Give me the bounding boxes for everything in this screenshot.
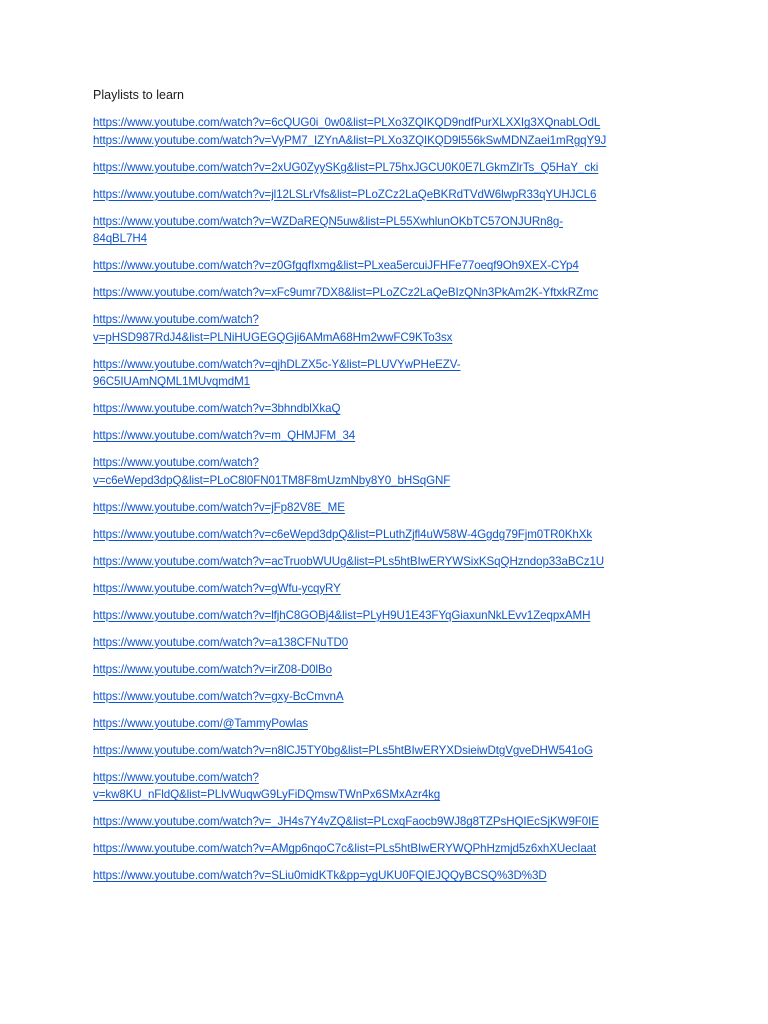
link-line: https://www.youtube.com/watch?v=_JH4s7Y4vZQ&list=PLcxqFaocb9WJ8g8TZPsHQIEcSjKW9F0IE: [93, 815, 599, 828]
link-paragraph: [93, 400, 673, 418]
link-line: https://www.youtube.com/watch?v=AMgp6nqoC7c&list=PLs5htBIwERYWQPhHzmjd5z6xhXUecIaat: [93, 842, 597, 855]
link-paragraph: [93, 661, 673, 679]
link-paragraph: [93, 526, 673, 544]
link-paragraph: [93, 356, 673, 391]
youtube-link[interactable]: [93, 284, 673, 302]
youtube-link[interactable]: [93, 688, 673, 706]
link-paragraph: [93, 813, 673, 831]
link-line: https://www.youtube.com/watch?: [93, 770, 259, 784]
youtube-link[interactable]: [93, 400, 673, 418]
link-line: https://www.youtube.com/watch?v=irZ08-D0lBo: [93, 662, 332, 676]
youtube-link[interactable]: [93, 499, 673, 517]
link-line: https://www.youtube.com/watch?v=n8lCJ5TY0bg&list=PLs5htBIwERYXDsieiwDtgVgveDHW541oG: [93, 743, 593, 757]
link-paragraph: [93, 634, 673, 652]
youtube-link[interactable]: [93, 257, 673, 275]
link-line: https://www.youtube.com/watch?: [93, 456, 259, 469]
link-line: 96C5IUAmNQML1MUvqmdM1: [93, 375, 251, 388]
document-page: [93, 86, 673, 894]
link-line: https://www.youtube.com/watch?v=qjhDLZX5c-Y&list=PLUVYwPHeEZV-: [93, 357, 461, 371]
link-line: https://www.youtube.com/watch?v=acTruobWUUg&list=PLs5htBIwERYWSixKSqQHzndop33aBCz1U: [93, 554, 605, 568]
link-line: https://www.youtube.com/watch?v=WZDaREQN5uw&list=PL55XwhlunOKbTC57ONJURn8g-: [93, 214, 563, 228]
link-line: v=pHSD987RdJ4&list=PLNiHUGEGQGji6AMmA68Hm2wwFC9KTo3sx: [93, 330, 453, 344]
link-paragraph: [93, 159, 673, 177]
link-line: https://www.youtube.com/watch?v=gxy-BcCmvnA: [93, 689, 344, 703]
youtube-link[interactable]: [93, 213, 673, 248]
youtube-link[interactable]: [93, 769, 673, 804]
link-paragraph: [93, 186, 673, 204]
link-paragraph: [93, 427, 673, 445]
youtube-link[interactable]: [93, 553, 673, 571]
link-line: https://www.youtube.com/watch?v=jl12LSLrVfs&list=PLoZCz2LaQeBKRdTVdW6lwpR33qYUHJCL6: [93, 187, 597, 201]
link-paragraph: [93, 257, 673, 275]
youtube-link[interactable]: [93, 580, 673, 598]
link-line: https://www.youtube.com/watch?v=lfjhC8GOBj4&list=PLyH9U1E43FYqGiaxunNkLEvv1ZeqpxAMH: [93, 608, 591, 622]
link-paragraph: [93, 311, 673, 346]
link-line: https://www.youtube.com/watch?v=3bhndblXkaQ: [93, 402, 341, 415]
youtube-link[interactable]: [93, 715, 673, 733]
link-paragraph: [93, 715, 673, 733]
youtube-link[interactable]: [93, 186, 673, 204]
youtube-link[interactable]: [93, 840, 673, 858]
youtube-link[interactable]: [93, 661, 673, 679]
youtube-link[interactable]: [93, 607, 673, 625]
link-line: https://www.youtube.com/@TammyPowlas: [93, 716, 308, 730]
link-line: https://www.youtube.com/watch?v=a138CFNuTD0: [93, 635, 349, 649]
youtube-link[interactable]: [93, 454, 673, 489]
youtube-link[interactable]: https://www.youtube.com/watch?v=6cQUG0i_0w0&list=PLXo3ZQIKQD9ndfPurXLXXIg3XQnabLOdL: [93, 116, 601, 129]
youtube-link[interactable]: [93, 813, 673, 831]
link-paragraph: [93, 840, 673, 858]
youtube-link[interactable]: [93, 867, 673, 885]
link-paragraph: [93, 742, 673, 760]
link-line: https://www.youtube.com/watch?v=2xUG0ZyySKg&list=PL75hxJGCU0K0E7LGkmZlrTs_Q5HaY_cki: [93, 160, 599, 174]
link-paragraph: [93, 607, 673, 625]
youtube-link[interactable]: https://www.youtube.com/watch?v=VyPM7_IZYnA&list=PLXo3ZQIKQD9l556kSwMDNZaei1mRgqY9J: [93, 133, 607, 147]
youtube-link[interactable]: [93, 526, 673, 544]
document-title: Playlists to learn: [93, 88, 185, 102]
link-paragraph: [93, 867, 673, 885]
link-line: 84qBL7H4: [93, 232, 147, 245]
link-line: v=kw8KU_nFldQ&list=PLlvWuqwG9LyFiDQmswTWnPx6SMxAzr4kg: [93, 788, 441, 801]
youtube-link[interactable]: [93, 634, 673, 652]
link-paragraph: [93, 114, 673, 149]
link-paragraph: [93, 553, 673, 571]
link-line: https://www.youtube.com/watch?v=jFp82V8E_ME: [93, 500, 345, 514]
youtube-link[interactable]: [93, 356, 673, 391]
link-list: [93, 114, 673, 885]
link-paragraph: [93, 213, 673, 248]
link-paragraph: [93, 769, 673, 804]
link-line: v=c6eWepd3dpQ&list=PLoC8l0FN01TM8F8mUzmNby8Y0_bHSqGNF: [93, 473, 451, 487]
link-paragraph: [93, 580, 673, 598]
link-paragraph: [93, 688, 673, 706]
youtube-link[interactable]: [93, 311, 673, 346]
link-line: https://www.youtube.com/watch?v=xFc9umr7DX8&list=PLoZCz2LaQeBIzQNn3PkAm2K-YftxkRZmc: [93, 286, 599, 299]
link-line: https://www.youtube.com/watch?v=c6eWepd3dpQ&list=PLuthZjfl4uW58W-4Ggdg79Fjm0TR0KhXk: [93, 527, 593, 541]
youtube-link[interactable]: [93, 742, 673, 760]
link-line: https://www.youtube.com/watch?: [93, 313, 259, 326]
link-line: https://www.youtube.com/watch?v=z0GfgqfIxmg&list=PLxea5ercuiJFHFe77oeqf9Oh9XEX-CYp4: [93, 259, 579, 272]
link-paragraph: [93, 499, 673, 517]
link-paragraph: [93, 284, 673, 302]
youtube-link[interactable]: [93, 427, 673, 445]
link-paragraph: [93, 454, 673, 489]
link-line: https://www.youtube.com/watch?v=SLiu0midKTk&pp=ygUKU0FQIEJQQyBCSQ%3D%3D: [93, 869, 547, 882]
youtube-link[interactable]: [93, 159, 673, 177]
link-line: https://www.youtube.com/watch?v=m_QHMJFM_34: [93, 429, 356, 442]
link-line: https://www.youtube.com/watch?v=gWfu-ycqyRY: [93, 581, 341, 595]
